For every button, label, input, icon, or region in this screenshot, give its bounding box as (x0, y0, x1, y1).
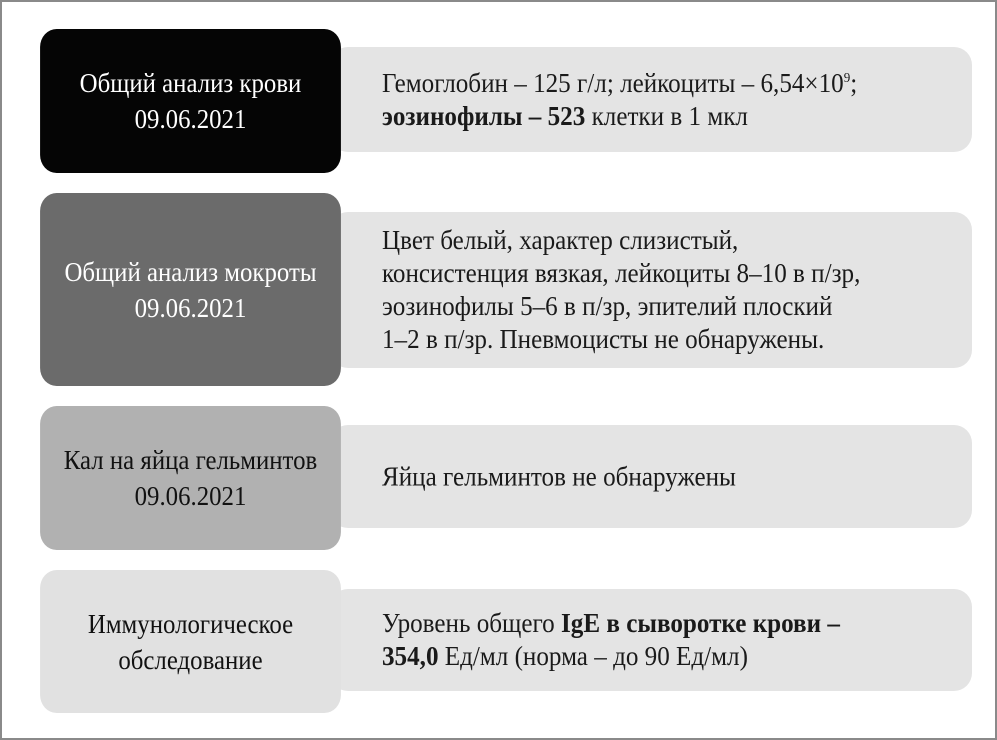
test-result-box (330, 47, 972, 152)
bold-result-text: эозинофилы – 523 (382, 100, 586, 131)
result-text: Уровень общего (382, 608, 562, 638)
result-text: Цвет белый, характер слизистый, (382, 225, 739, 255)
test-name: Кал на яйца гельминтов (63, 445, 318, 475)
test-name-box (40, 29, 341, 173)
exponent-text: 9 (843, 70, 851, 86)
result-line (382, 323, 959, 356)
bold-result-text: IgE в сыворотке крови – (561, 608, 840, 638)
result-line (382, 460, 959, 493)
result-text: консистенция вязкая, лейкоциты 8–10 в п/зр, (382, 258, 861, 288)
test-name: Иммунологическое (87, 608, 294, 639)
test-date: обследование (118, 644, 263, 675)
test-result-box (330, 589, 972, 691)
test-date: 09.06.2021 (134, 104, 247, 134)
result-text: 1–2 в п/зр. Пневмоцисты не обнаружены. (382, 324, 825, 354)
result-line (382, 224, 959, 257)
test-date: 09.06.2021 (134, 292, 247, 323)
test-name: Общий анализ мокроты (64, 256, 317, 287)
test-name-box (40, 406, 341, 550)
result-text: Гемоглобин – 125 г/л; лейкоциты – 6,54×10 (382, 67, 844, 98)
test-name-box (40, 570, 341, 713)
bold-result-text: 354,0 (382, 641, 439, 671)
result-line (382, 67, 959, 100)
result-text: Ед/мл (норма – до 90 Ед/мл) (438, 641, 748, 671)
test-result-box (330, 212, 972, 368)
result-text: ; (850, 67, 858, 98)
result-text: клетки в 1 мкл (585, 100, 748, 131)
result-line (382, 290, 959, 323)
result-line (382, 100, 959, 133)
result-text: Яйца гельминтов не обнаружены (382, 461, 736, 491)
test-name-box (40, 193, 341, 386)
result-line (382, 607, 959, 640)
result-text: эозинофилы 5–6 в п/зр, эпителий плоский (382, 291, 833, 321)
result-line (382, 257, 959, 290)
test-name: Общий анализ крови (79, 68, 302, 98)
test-result-box (330, 425, 972, 528)
result-line (382, 640, 959, 673)
test-date: 09.06.2021 (134, 481, 247, 511)
